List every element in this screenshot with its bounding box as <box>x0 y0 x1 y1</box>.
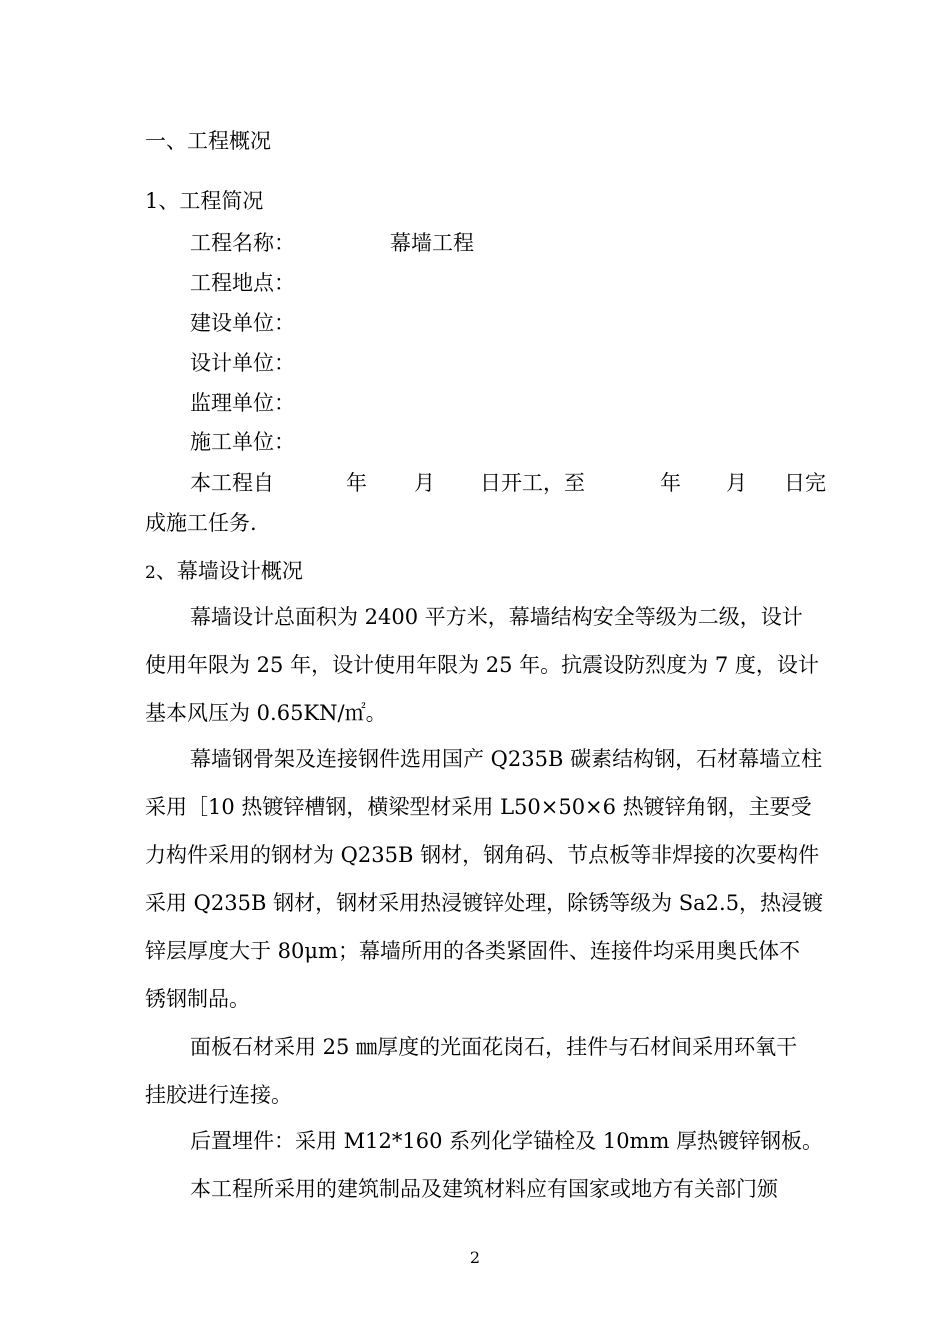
paragraph-line: 幕墙设计总面积为 2400 平方米，幕墙结构安全等级为二级，设计 <box>190 605 803 629</box>
field-project-name <box>190 229 474 257</box>
paragraph-line: 锈钢制品。 <box>145 987 250 1011</box>
field-label: 设计单位： <box>190 351 295 375</box>
paragraph-line: 力构件采用的钢材为 Q235B 钢材，钢角码、节点板等非焊接的次要构件 <box>145 843 820 867</box>
paragraph-line: 挂胶进行连接。 <box>145 1083 292 1107</box>
paragraph-line: 本工程所采用的建筑制品及建筑材料应有国家或地方有关部门颁 <box>190 1177 778 1201</box>
section-title: 一、工程概况 <box>145 129 271 153</box>
paragraph-line: 采用［10 热镀锌槽钢，横梁型材采用 L50×50×6 热镀锌角钢，主要受 <box>145 795 812 819</box>
schedule-part: 本工程自 <box>190 471 274 495</box>
field-label: 监理单位： <box>190 391 295 415</box>
field-label: 工程地点： <box>190 271 295 295</box>
field-project-location <box>190 269 295 297</box>
schedule-part: 日完 <box>784 471 826 495</box>
field-owner <box>190 309 295 337</box>
subsection-title-text: 、幕墙设计概况 <box>155 559 303 583</box>
schedule-continuation: 成施工任务. <box>145 511 257 535</box>
schedule-part: 月 <box>414 471 435 495</box>
schedule-part: 日开工，至 <box>480 471 585 495</box>
field-label: 建设单位： <box>190 311 295 335</box>
field-label: 施工单位： <box>190 430 295 454</box>
paragraph-line: 采用 Q235B 钢材，钢材采用热浸镀锌处理，除锈等级为 Sa2.5，热浸镀 <box>145 891 824 915</box>
paragraph-line: 锌层厚度大于 80μm；幕墙所用的各类紧固件、连接件均采用奥氏体不 <box>145 939 800 963</box>
paragraph-line: 基本风压为 0.65KN/㎡。 <box>145 701 387 725</box>
page-number: 2 <box>469 1248 481 1267</box>
paragraph-line: 使用年限为 25 年，设计使用年限为 25 年。抗震设防烈度为 7 度，设计 <box>145 653 819 677</box>
field-contractor <box>190 428 295 456</box>
field-value: 幕墙工程 <box>390 231 474 255</box>
subsection-number: 2 <box>145 563 156 583</box>
field-label: 工程名称： <box>190 231 295 255</box>
paragraph-line: 面板石材采用 25 ㎜厚度的光面花岗石，挂件与石材间采用环氧干 <box>190 1035 798 1059</box>
subsection-title-1: 1、工程简况 <box>145 189 264 213</box>
paragraph-line: 后置埋件：采用 M12*160 系列化学锚栓及 10mm 厚热镀锌钢板。 <box>190 1129 824 1153</box>
schedule-part: 月 <box>726 471 747 495</box>
field-supervisor <box>190 389 295 417</box>
schedule-part: 年 <box>346 471 367 495</box>
schedule-part: 年 <box>660 471 681 495</box>
paragraph-line: 幕墙钢骨架及连接钢件选用国产 Q235B 碳素结构钢，石材幕墙立柱 <box>190 747 823 771</box>
field-designer <box>190 349 295 377</box>
subsection-title-2 <box>145 557 303 587</box>
